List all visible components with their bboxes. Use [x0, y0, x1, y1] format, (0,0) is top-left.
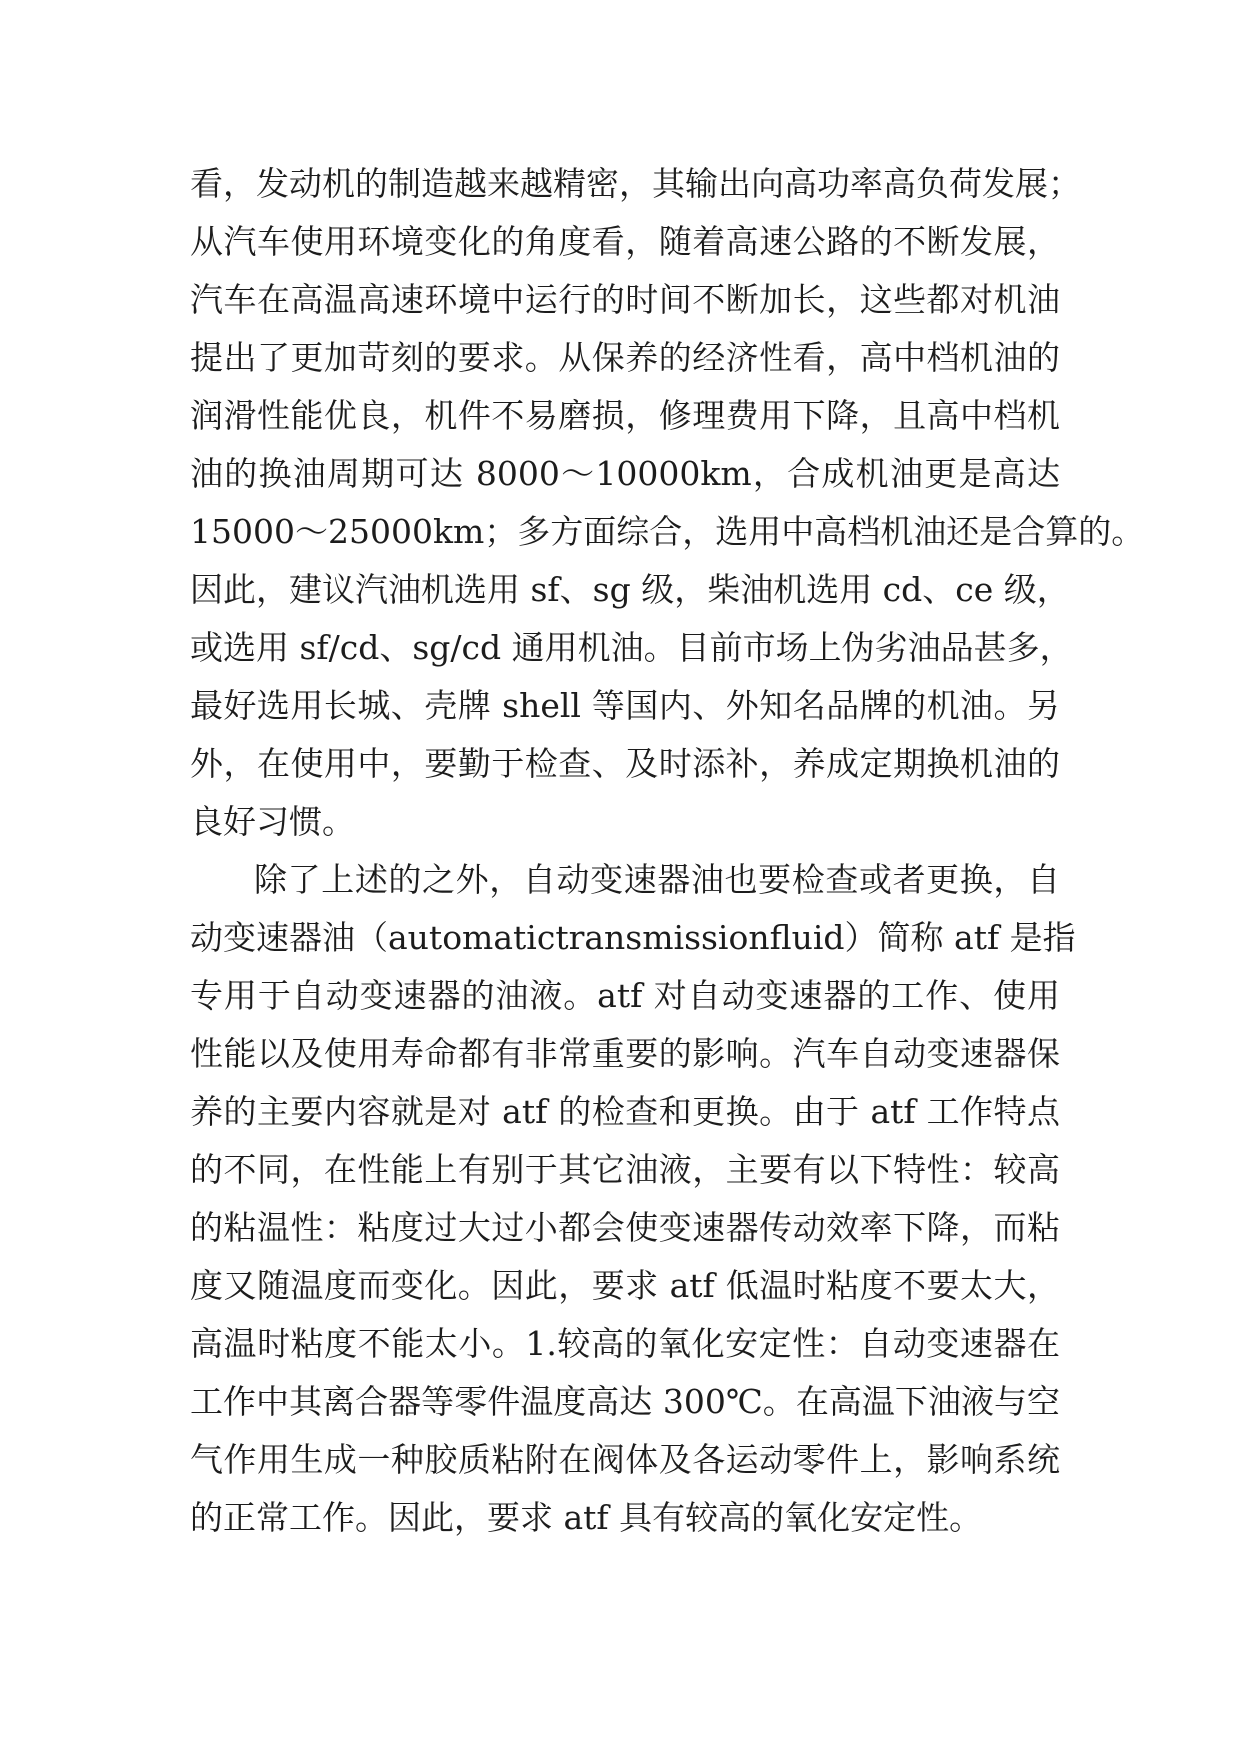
text-line: 润滑性能优良，机件不易磨损，修理费用下降，且高中档机: [190, 396, 1060, 435]
text-line: 油的换油周期可达 8000～10000km，合成机油更是高达: [190, 454, 1060, 493]
paragraph-2: [190, 851, 1076, 1547]
text-line: 性能以及使用寿命都有非常重要的影响。汽车自动变速器保: [190, 1034, 1060, 1073]
text-line: 从汽车使用环境变化的角度看，随着高速公路的不断发展，: [190, 222, 1060, 261]
text-line: 或选用 sf/cd、sg/cd 通用机油。目前市场上伪劣油品甚多，: [190, 628, 1073, 667]
text-line: 气作用生成一种胶质粘附在阀体及各运动零件上，影响系统: [190, 1440, 1060, 1479]
text-line: 养的主要内容就是对 atf 的检查和更换。由于 atf 工作特点: [190, 1092, 1060, 1131]
text-line: 良好习惯。: [190, 802, 355, 841]
text-line: 提出了更加苛刻的要求。从保养的经济性看，高中档机油的: [190, 338, 1060, 377]
text-line: 汽车在高温高速环境中运行的时间不断加长，这些都对机油: [190, 280, 1060, 319]
text-line: 工作中其离合器等零件温度高达 300℃。在高温下油液与空: [190, 1382, 1060, 1421]
text-line: 专用于自动变速器的油液。atf 对自动变速器的工作、使用: [190, 976, 1060, 1015]
paragraph-1: [190, 155, 1145, 851]
text-line: 高温时粘度不能太小。1.较高的氧化安定性：自动变速器在: [190, 1324, 1060, 1363]
text-line: 最好选用长城、壳牌 shell 等国内、外知名品牌的机油。另: [190, 686, 1060, 725]
text-line: 动变速器油（automatictransmissionfluid）简称 atf 是指: [190, 918, 1076, 957]
text-line: 除了上述的之外，自动变速器油也要检查或者更换，自: [254, 860, 1060, 899]
text-line: 度又随温度而变化。因此，要求 atf 低温时粘度不要太大，: [190, 1266, 1060, 1305]
text-line: 因此，建议汽油机选用 sf、sg 级，柴油机选用 cd、ce 级，: [190, 570, 1070, 609]
text-line: 的粘温性：粘度过大过小都会使变速器传动效率下降，而粘: [190, 1208, 1060, 1247]
text-line: 看，发动机的制造越来越精密，其输出向高功率高负荷发展；: [190, 164, 1081, 203]
body-text: [190, 155, 1145, 1547]
text-line: 的正常工作。因此，要求 atf 具有较高的氧化安定性。: [190, 1498, 983, 1537]
text-line: 15000～25000km；多方面综合，选用中高档机油还是合算的。: [190, 512, 1145, 551]
text-line: 外，在使用中，要勤于检查、及时添补，养成定期换机油的: [190, 744, 1060, 783]
text-line: 的不同，在性能上有别于其它油液，主要有以下特性：较高: [190, 1150, 1060, 1189]
